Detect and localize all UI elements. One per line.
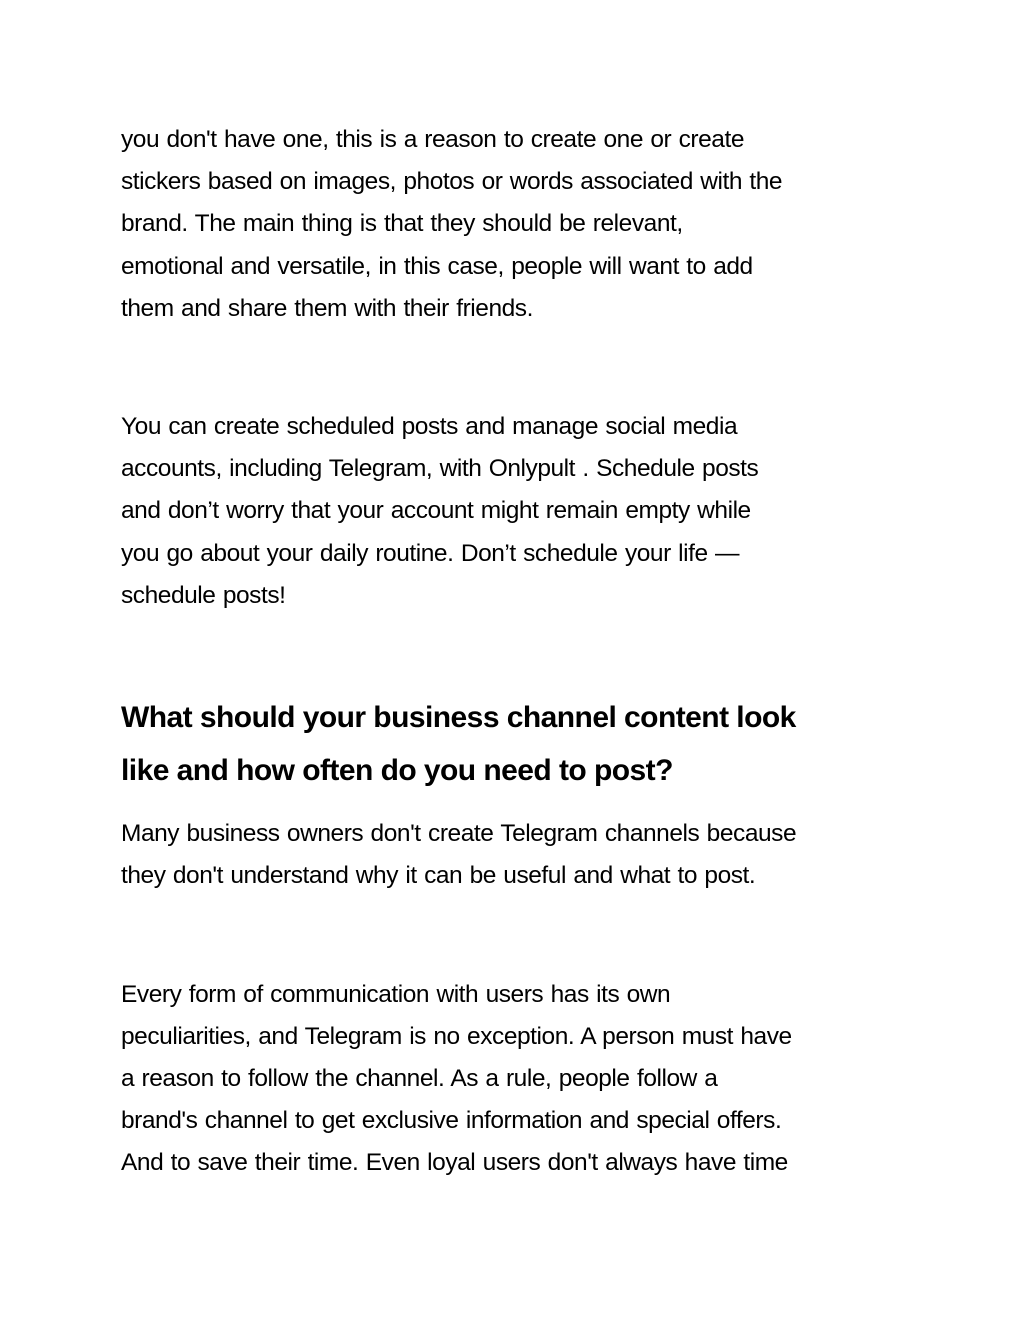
text-line: a reason to follow the channel. As a rule, people follow a — [121, 1065, 718, 1092]
text-line: and don’t worry that your account might remain empty while — [121, 497, 751, 524]
text-line: Many business owners don't create Telegram channels because — [121, 820, 797, 847]
text-line: Every form of communication with users has its own — [121, 981, 671, 1008]
text-line: them and share them with their friends. — [121, 295, 533, 322]
text-line: schedule posts! — [121, 582, 286, 609]
text-line: peculiarities, and Telegram is no exception. A person must have — [121, 1023, 792, 1050]
text-line: you don't have one, this is a reason to create one or create — [121, 126, 744, 153]
text-line: brand's channel to get exclusive information and special offers. — [121, 1107, 782, 1134]
heading-line: What should your business channel content look — [121, 701, 796, 734]
text-line: they don't understand why it can be useful and what to post. — [121, 862, 756, 889]
text-line: you go about your daily routine. Don’t schedule your life — — [121, 540, 740, 567]
text-line: You can create scheduled posts and manage social media — [121, 413, 738, 440]
text-line: stickers based on images, photos or words associated with the — [121, 168, 783, 195]
text-line: emotional and versatile, in this case, people will want to add — [121, 253, 753, 280]
text-line: brand. The main thing is that they should be relevant, — [121, 210, 683, 237]
text-line: accounts, including Telegram, with Onlypult . Schedule posts — [121, 455, 759, 482]
text-line: And to save their time. Even loyal users don't always have time — [121, 1149, 788, 1176]
heading-line: like and how often do you need to post? — [121, 754, 673, 787]
